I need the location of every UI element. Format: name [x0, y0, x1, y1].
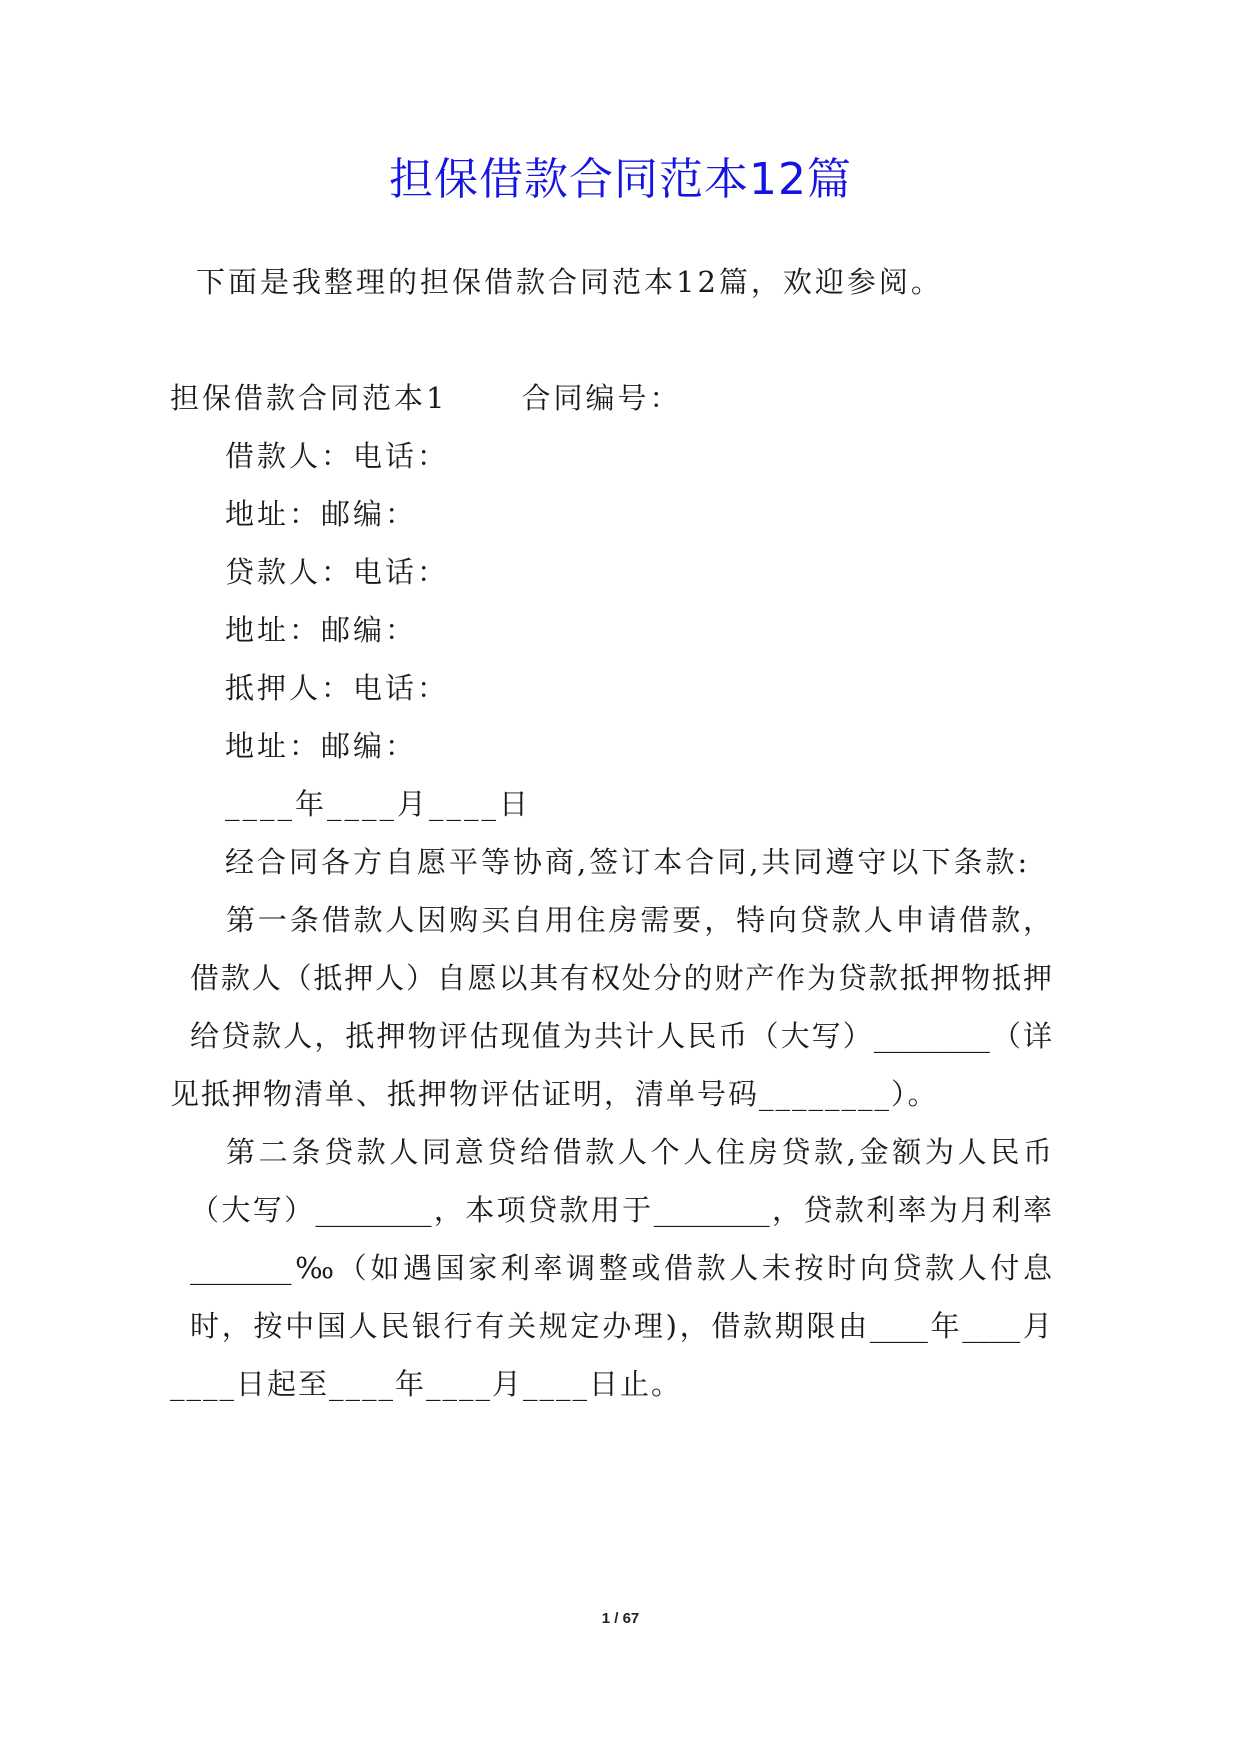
intro-paragraph: 下面是我整理的担保借款合同范本12篇，欢迎参阅。 [196, 265, 943, 299]
article1-line: 第一条借款人因购买自用住房需要，特向贷款人申请借款， [226, 903, 1052, 937]
date-line: ____年____月____日 [225, 787, 532, 821]
article1-line: 借款人（抵押人）自愿以其有权处分的财产作为贷款抵押物抵押 [190, 961, 1052, 995]
party-line: 地址：邮编： [225, 613, 418, 647]
article2-line: 第二条贷款人同意贷给借款人个人住房贷款,金额为人民币 [226, 1135, 1052, 1169]
document-title: 担保借款合同范本12篇 [389, 154, 852, 205]
preamble-paragraph: 经合同各方自愿平等协商,签订本合同,共同遵守以下条款: [225, 845, 1031, 879]
article1-line: 见抵押物清单、抵押物评估证明，清单号码________）。 [170, 1077, 939, 1111]
section-heading-line [170, 378, 681, 418]
party-line: 抵押人：电话： [225, 671, 450, 705]
page-indicator: 1 / 67 [601, 1610, 640, 1627]
article2-line: ____日起至____年____月____日止。 [170, 1367, 683, 1401]
article2-line: （大写）________，本项贷款用于________，贷款利率为月利率 [190, 1193, 1052, 1227]
party-line: 贷款人：电话： [225, 555, 450, 589]
party-line: 地址：邮编： [225, 497, 418, 531]
article2-line: _______‰（如遇国家利率调整或借款人未按时向贷款人付息 [190, 1251, 1052, 1285]
contract-number-label: 合同编号： [521, 381, 682, 415]
section-heading: 担保借款合同范本1 [170, 381, 448, 415]
article1-line: 给贷款人，抵押物评估现值为共计人民币（大写）________（详 [190, 1019, 1052, 1053]
party-line: 借款人：电话： [225, 439, 450, 473]
article2-line: 时，按中国人民银行有关规定办理)，借款期限由____年____月 [190, 1309, 1052, 1343]
party-line: 地址：邮编： [225, 729, 418, 763]
